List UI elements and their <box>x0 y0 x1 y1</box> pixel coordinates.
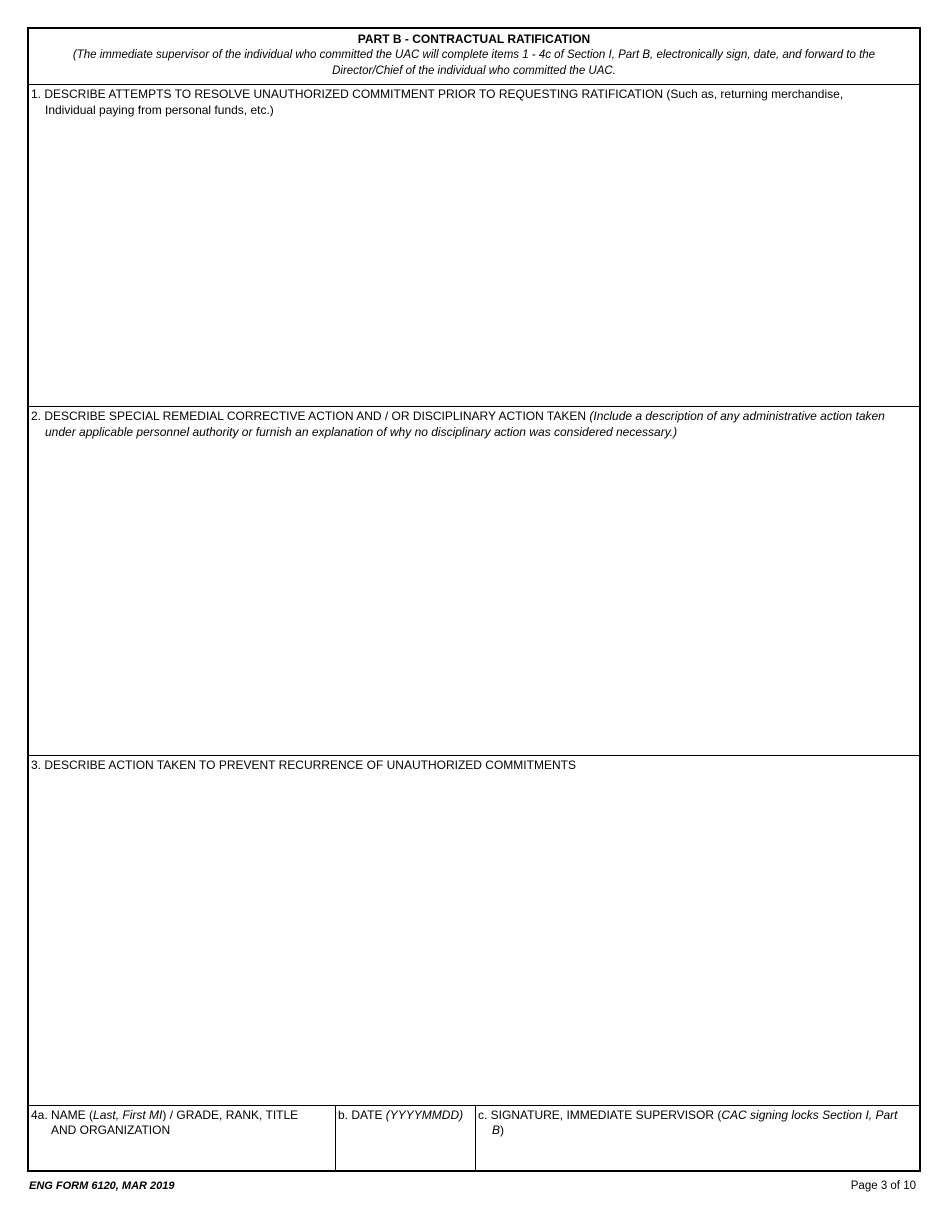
item-3-label-text: 3. DESCRIBE ACTION TAKEN TO PREVENT RECURRENCE OF UNAUTHORIZED COMMITMENTS <box>31 758 576 772</box>
item-3-label <box>29 757 919 773</box>
item-4a-italic: Last, First MI <box>93 1108 163 1122</box>
part-b-title: PART B - CONTRACTUAL RATIFICATION <box>357 32 591 46</box>
item-4a-cell[interactable] <box>29 1106 336 1172</box>
part-b-instructions <box>29 47 919 79</box>
item-4c-prefix: c. SIGNATURE, IMMEDIATE SUPERVISOR ( <box>478 1108 722 1122</box>
item-4b-cell[interactable] <box>336 1106 476 1172</box>
item-2-label-text: 2. DESCRIBE SPECIAL REMEDIAL CORRECTIVE ACTION AND / OR DISCIPLINARY ACTION TAKEN <box>31 409 590 423</box>
item-4c-italic: CAC signing locks Section I, Part <box>721 1108 898 1122</box>
item-3-section <box>29 756 919 1106</box>
item-2-label-italic: (Include a description of any administrative action taken <box>589 409 885 423</box>
item-4c-signature-cell[interactable] <box>476 1106 921 1172</box>
instructions-line-1: (The immediate supervisor of the individual who committed the UAC will complete items 1 - 4c of Section I, Part B, electronically sign, date, and forward to the <box>72 49 876 61</box>
item-2-section <box>29 407 919 756</box>
item-1-response-field[interactable] <box>29 121 919 406</box>
item-4a-label <box>31 1108 333 1138</box>
form-page <box>27 27 921 1172</box>
item-4c-suffix: ) <box>500 1123 505 1137</box>
item-4a-prefix: 4a. NAME ( <box>31 1108 94 1122</box>
item-4b-italic: (YYYYMMDD) <box>385 1108 464 1122</box>
item-2-label <box>29 408 919 440</box>
item-2-label-line-2: under applicable personnel authority or furnish an explanation of why no disciplinary action was considered necessary.) <box>45 425 678 439</box>
item-4b-prefix: b. DATE <box>338 1108 386 1122</box>
item-1-label-line-1: 1. DESCRIBE ATTEMPTS TO RESOLVE UNAUTHORIZED COMMITMENT PRIOR TO REQUESTING RATIFICATION (Such as, returning merchandise, <box>31 87 844 101</box>
item-2-response-field[interactable] <box>29 443 919 755</box>
form-identifier: ENG FORM 6120, MAR 2019 <box>29 1180 175 1192</box>
instructions-line-2: Director/Chief of the individual who committed the UAC. <box>332 65 616 77</box>
item-4b-label <box>338 1108 473 1123</box>
item-4c-italic-2: B <box>492 1123 501 1137</box>
item-4a-suffix: ) / GRADE, RANK, TITLE <box>162 1108 299 1122</box>
item-1-label <box>29 86 919 118</box>
part-b-header <box>29 29 919 85</box>
item-4a-line-2: AND ORGANIZATION <box>51 1123 171 1137</box>
item-3-response-field[interactable] <box>29 776 919 1105</box>
page-number: Page 3 of 10 <box>850 1180 916 1192</box>
item-1-section <box>29 85 919 407</box>
item-4c-label <box>478 1108 919 1138</box>
item-1-label-line-2: Individual paying from personal funds, etc.) <box>45 103 274 117</box>
signature-row <box>29 1106 919 1172</box>
